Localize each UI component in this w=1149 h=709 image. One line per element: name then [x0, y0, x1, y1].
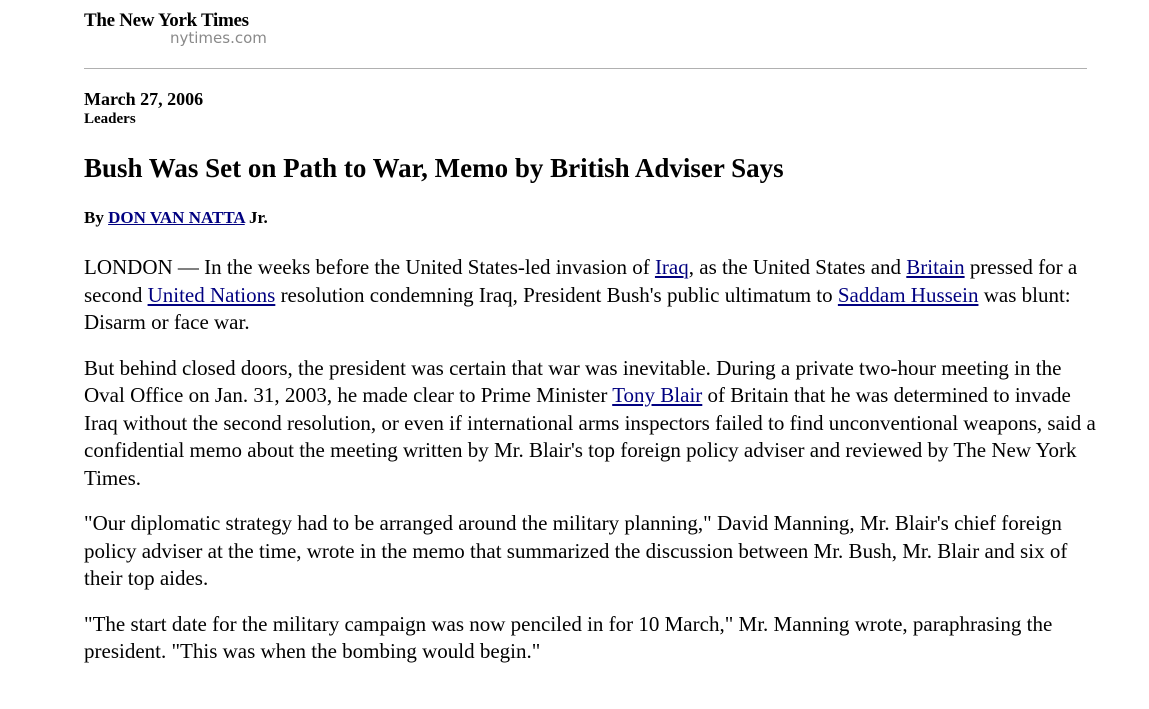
paragraph-text: "The start date for the military campaign was now penciled in for 10 March," Mr. Manning wrote, paraphrasing the president. "This was when the bombing would begin." [84, 611, 1053, 663]
article-date: March 27, 2006 [84, 89, 204, 109]
inline-topic-link[interactable]: Britain [906, 255, 965, 279]
nyt-logo[interactable]: The New York Times [84, 10, 249, 31]
inline-topic-link[interactable]: Saddam Hussein [837, 282, 979, 307]
byline [84, 207, 268, 229]
paragraph-text: was blunt: Disarm or face war. [84, 282, 1071, 334]
byline-prefix: By [84, 208, 104, 227]
inline-topic-link[interactable]: Iraq [654, 255, 689, 279]
paragraph-text: of Britain that he was determined to invade Iraq without the second resolution, or even if international arms inspectors failed to find unconventional weapons, said a confidential memo about the meeting written by Mr. Blair's top foreign policy adviser and reviewed by The New York Times. [84, 383, 1096, 490]
inline-topic-link[interactable]: United Nations [147, 282, 276, 307]
masthead [84, 8, 324, 52]
byline-suffix: Jr. [249, 208, 268, 227]
article-paragraph [84, 355, 1104, 493]
article-headline: Bush Was Set on Path to War, Memo by British Adviser Says [84, 153, 784, 183]
author-link[interactable]: DON VAN NATTA [108, 208, 245, 227]
site-name: nytimes.com [170, 29, 267, 47]
article-section: Leaders [84, 111, 136, 127]
paragraph-text: "Our diplomatic strategy had to be arranged around the military planning," David Manning, Mr. Blair's chief foreign policy adviser at the time, wrote in the memo that summarized the discussion between Mr. Bush, Mr. Blair and six of their top aides. [84, 511, 1068, 590]
article-body [84, 254, 1104, 684]
paragraph-text: But behind closed doors, the president was certain that war was inevitable. During a private two-hour meeting in the Oval Office on Jan. 31, 2003, he made clear to Prime Minister [84, 355, 1062, 407]
article-paragraph [84, 254, 1104, 337]
article-paragraph [84, 510, 1104, 593]
article-paragraph [84, 611, 1104, 666]
paragraph-text: , as the United States and [688, 255, 907, 279]
paragraph-text: pressed for a second [84, 255, 1078, 307]
header-divider [84, 68, 1087, 69]
paragraph-text: resolution condemning Iraq, President Bush's public ultimatum to [275, 282, 838, 307]
inline-topic-link[interactable]: Tony Blair [612, 383, 703, 407]
paragraph-text: LONDON — In the weeks before the United States-led invasion of [84, 255, 655, 279]
